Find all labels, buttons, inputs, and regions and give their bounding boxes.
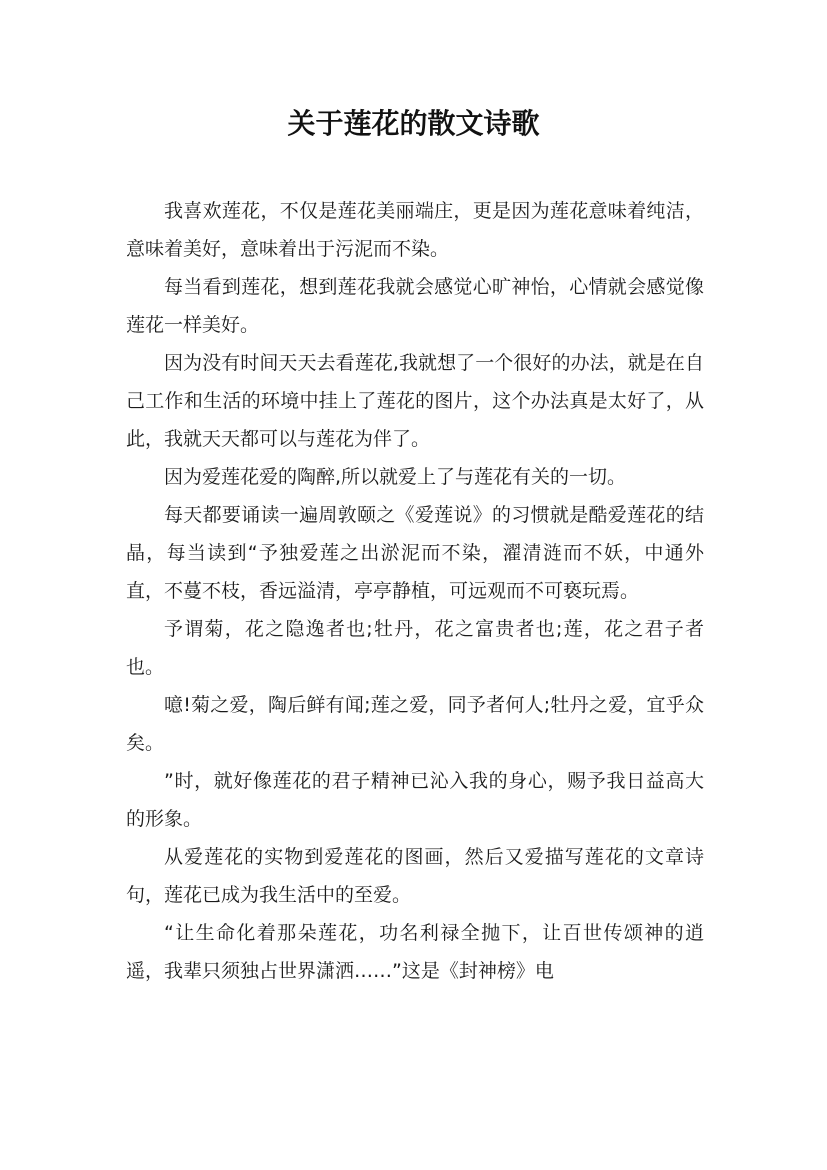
- paragraph: 每天都要诵读一遍周敦颐之《爱莲说》的习惯就是酷爱莲花的结晶，每当读到“予独爱莲之出淤泥而不染，濯清涟而不妖，中通外直，不蔓不枝，香远溢清，亭亭静植，可远观而不可亵玩焉。: [126, 504, 704, 602]
- paragraph: “让生命化着那朵莲花，功名利禄全抛下，让百世传颂神的逍遥，我辈只须独占世界潇洒……”这是《封神榜》电: [126, 922, 704, 982]
- paragraph: 我喜欢莲花，不仅是莲花美丽端庄，更是因为莲花意味着纯洁，意味着美好，意味着出于污泥而不染。: [126, 200, 704, 260]
- document-body: [126, 192, 704, 990]
- paragraph: 噫!菊之爱，陶后鲜有闻;莲之爱，同予者何人;牡丹之爱，宜乎众矣。: [126, 694, 704, 754]
- paragraph: 从爱莲花的实物到爱莲花的图画，然后又爱描写莲花的文章诗句，莲花已成为我生活中的至爱。: [126, 846, 704, 906]
- paragraph: 因为没有时间天天去看莲花,我就想了一个很好的办法，就是在自己工作和生活的环境中挂上了莲花的图片，这个办法真是太好了，从此，我就天天都可以与莲花为伴了。: [126, 352, 704, 450]
- paragraph: 予谓菊，花之隐逸者也;牡丹，花之富贵者也;莲，花之君子者也。: [126, 618, 704, 678]
- document-title: 关于莲花的散文诗歌: [287, 107, 540, 140]
- paragraph: 因为爱莲花爱的陶醉,所以就爱上了与莲花有关的一切。: [164, 466, 627, 488]
- paragraph: ”时，就好像莲花的君子精神已沁入我的身心，赐予我日益高大的形象。: [126, 770, 704, 830]
- paragraph: 每当看到莲花，想到莲花我就会感觉心旷神怡，心情就会感觉像莲花一样美好。: [126, 276, 704, 336]
